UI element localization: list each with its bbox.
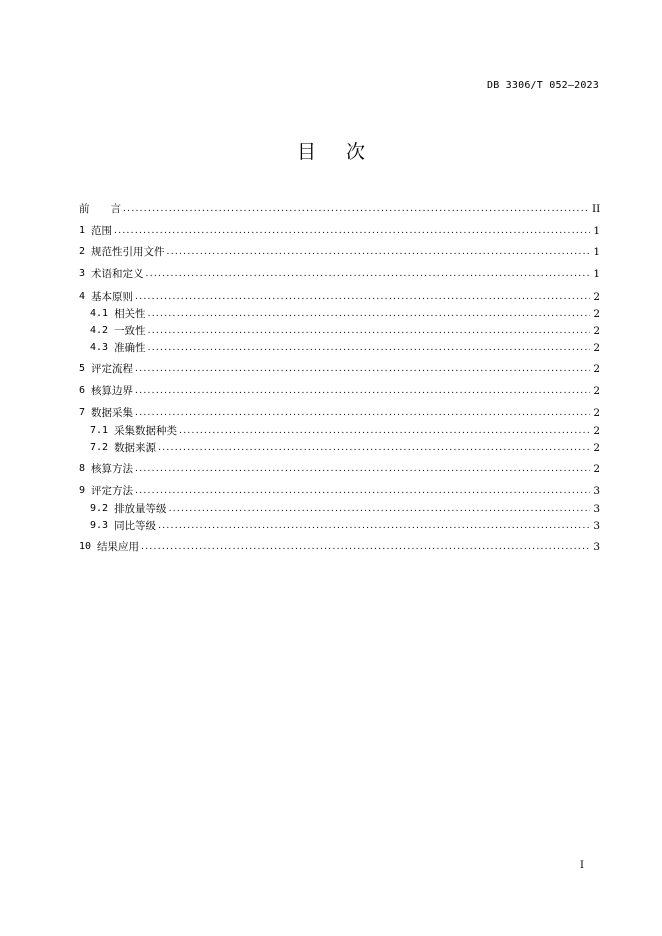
toc-dot-leader xyxy=(135,362,590,376)
toc-dot-leader xyxy=(135,384,590,398)
toc-entry-number: 8 xyxy=(79,463,86,474)
toc-entry[interactable] xyxy=(79,362,600,376)
toc-entry[interactable] xyxy=(90,341,600,355)
toc-entry[interactable] xyxy=(79,245,600,259)
toc-dot-leader xyxy=(135,484,590,498)
toc-dot-leader xyxy=(146,267,590,281)
toc-entry[interactable] xyxy=(90,307,600,321)
toc-entry-title: 排放量等级 xyxy=(114,503,167,515)
toc-dot-leader xyxy=(167,245,590,259)
toc-entry-page: 2 xyxy=(593,385,600,397)
toc-entry-page: 3 xyxy=(593,485,600,497)
toc-entry[interactable] xyxy=(90,519,600,533)
toc-dot-leader xyxy=(148,324,590,338)
toc-entry[interactable] xyxy=(79,462,600,476)
toc-dot-leader xyxy=(148,341,590,355)
toc-entry-number: 2 xyxy=(79,246,86,257)
toc-entry-number: 9.2 xyxy=(90,503,109,514)
toc-dot-leader xyxy=(141,540,590,554)
toc-entry-page: II xyxy=(592,203,601,215)
toc-entry-title: 准确性 xyxy=(114,342,146,354)
toc-entry-page: 2 xyxy=(593,425,600,437)
toc-entry-title: 数据来源 xyxy=(114,442,157,454)
toc-entry-page: 2 xyxy=(593,291,600,303)
toc-entry-page: 2 xyxy=(593,463,600,475)
toc-entry-title: 基本原则 xyxy=(91,291,134,303)
toc-entry-page: 1 xyxy=(593,225,600,237)
toc-entry-number: 5 xyxy=(79,363,86,374)
toc-entry-title: 相关性 xyxy=(114,308,146,320)
toc-dot-leader xyxy=(135,462,590,476)
toc-entry[interactable] xyxy=(79,290,600,304)
toc-entry-title: 前 言 xyxy=(79,203,121,215)
toc-dot-leader xyxy=(158,519,590,533)
document-code: DB 3306/T 052—2023 xyxy=(487,80,599,91)
toc-entry-number: 4.1 xyxy=(90,308,109,319)
toc-entry-number: 4.3 xyxy=(90,342,109,353)
toc-entry-title: 评定方法 xyxy=(91,485,134,497)
toc-entry-title: 采集数据种类 xyxy=(114,425,178,437)
page-number: I xyxy=(580,860,584,871)
toc-entry-number: 4 xyxy=(79,291,86,302)
toc-entry-number: 4.2 xyxy=(90,325,109,336)
toc-entry-title: 核算边界 xyxy=(91,385,134,397)
toc-entry[interactable] xyxy=(79,540,600,554)
toc-entry-number: 6 xyxy=(79,385,86,396)
toc-entry[interactable] xyxy=(79,384,600,398)
toc-entry-title: 规范性引用文件 xyxy=(91,246,165,258)
toc-entry-number: 3 xyxy=(79,268,86,279)
toc-entry-page: 2 xyxy=(593,442,600,454)
toc-entry-title: 范围 xyxy=(91,225,113,237)
toc-entry-page: 3 xyxy=(593,541,600,553)
toc-dot-leader xyxy=(148,307,590,321)
toc-entry-number: 7.1 xyxy=(90,425,109,436)
toc-entry[interactable] xyxy=(90,324,600,338)
toc-dot-leader xyxy=(179,424,590,438)
toc-entry-page: 2 xyxy=(593,363,600,375)
toc-entry-title: 评定流程 xyxy=(91,363,134,375)
toc-entry[interactable] xyxy=(90,424,600,438)
toc-entry-title: 术语和定义 xyxy=(91,268,144,280)
toc-entry[interactable] xyxy=(90,441,600,455)
toc-entry-page: 2 xyxy=(593,407,600,419)
title-char-2: 次 xyxy=(346,141,366,163)
toc-entry-number: 9 xyxy=(79,485,86,496)
toc-entry[interactable] xyxy=(79,484,600,498)
toc-entry[interactable] xyxy=(79,224,600,238)
toc-entry-number: 7 xyxy=(79,407,86,418)
page-title xyxy=(0,140,662,164)
toc-entry-number: 10 xyxy=(79,541,92,552)
toc-entry-title: 同比等级 xyxy=(114,520,157,532)
toc-entry-title: 一致性 xyxy=(114,325,146,337)
title-char-1: 目 xyxy=(296,141,316,163)
toc-entry-page: 1 xyxy=(593,268,600,280)
toc-entry-page: 2 xyxy=(593,342,600,354)
toc-dot-leader xyxy=(135,290,590,304)
toc-entry[interactable] xyxy=(79,202,600,216)
toc-entry[interactable] xyxy=(79,406,600,420)
toc-entry-title: 数据采集 xyxy=(91,407,134,419)
toc-entry-number: 7.2 xyxy=(90,442,109,453)
toc-entry-title: 核算方法 xyxy=(91,463,134,475)
toc-entry[interactable] xyxy=(79,267,600,281)
toc-dot-leader xyxy=(158,441,590,455)
toc-entry[interactable] xyxy=(90,502,600,516)
toc-entry-page: 1 xyxy=(593,246,600,258)
toc-entry-number: 9.3 xyxy=(90,520,109,531)
toc-entry-page: 2 xyxy=(593,325,600,337)
toc-dot-leader xyxy=(123,202,590,216)
toc-entry-page: 3 xyxy=(593,520,600,532)
toc-dot-leader xyxy=(114,224,590,238)
toc-entry-page: 2 xyxy=(593,308,600,320)
toc-dot-leader xyxy=(169,502,590,516)
toc-dot-leader xyxy=(135,406,590,420)
toc-entry-title: 结果应用 xyxy=(97,541,140,553)
toc-entry-page: 3 xyxy=(593,503,600,515)
toc-entry-number: 1 xyxy=(79,225,86,236)
